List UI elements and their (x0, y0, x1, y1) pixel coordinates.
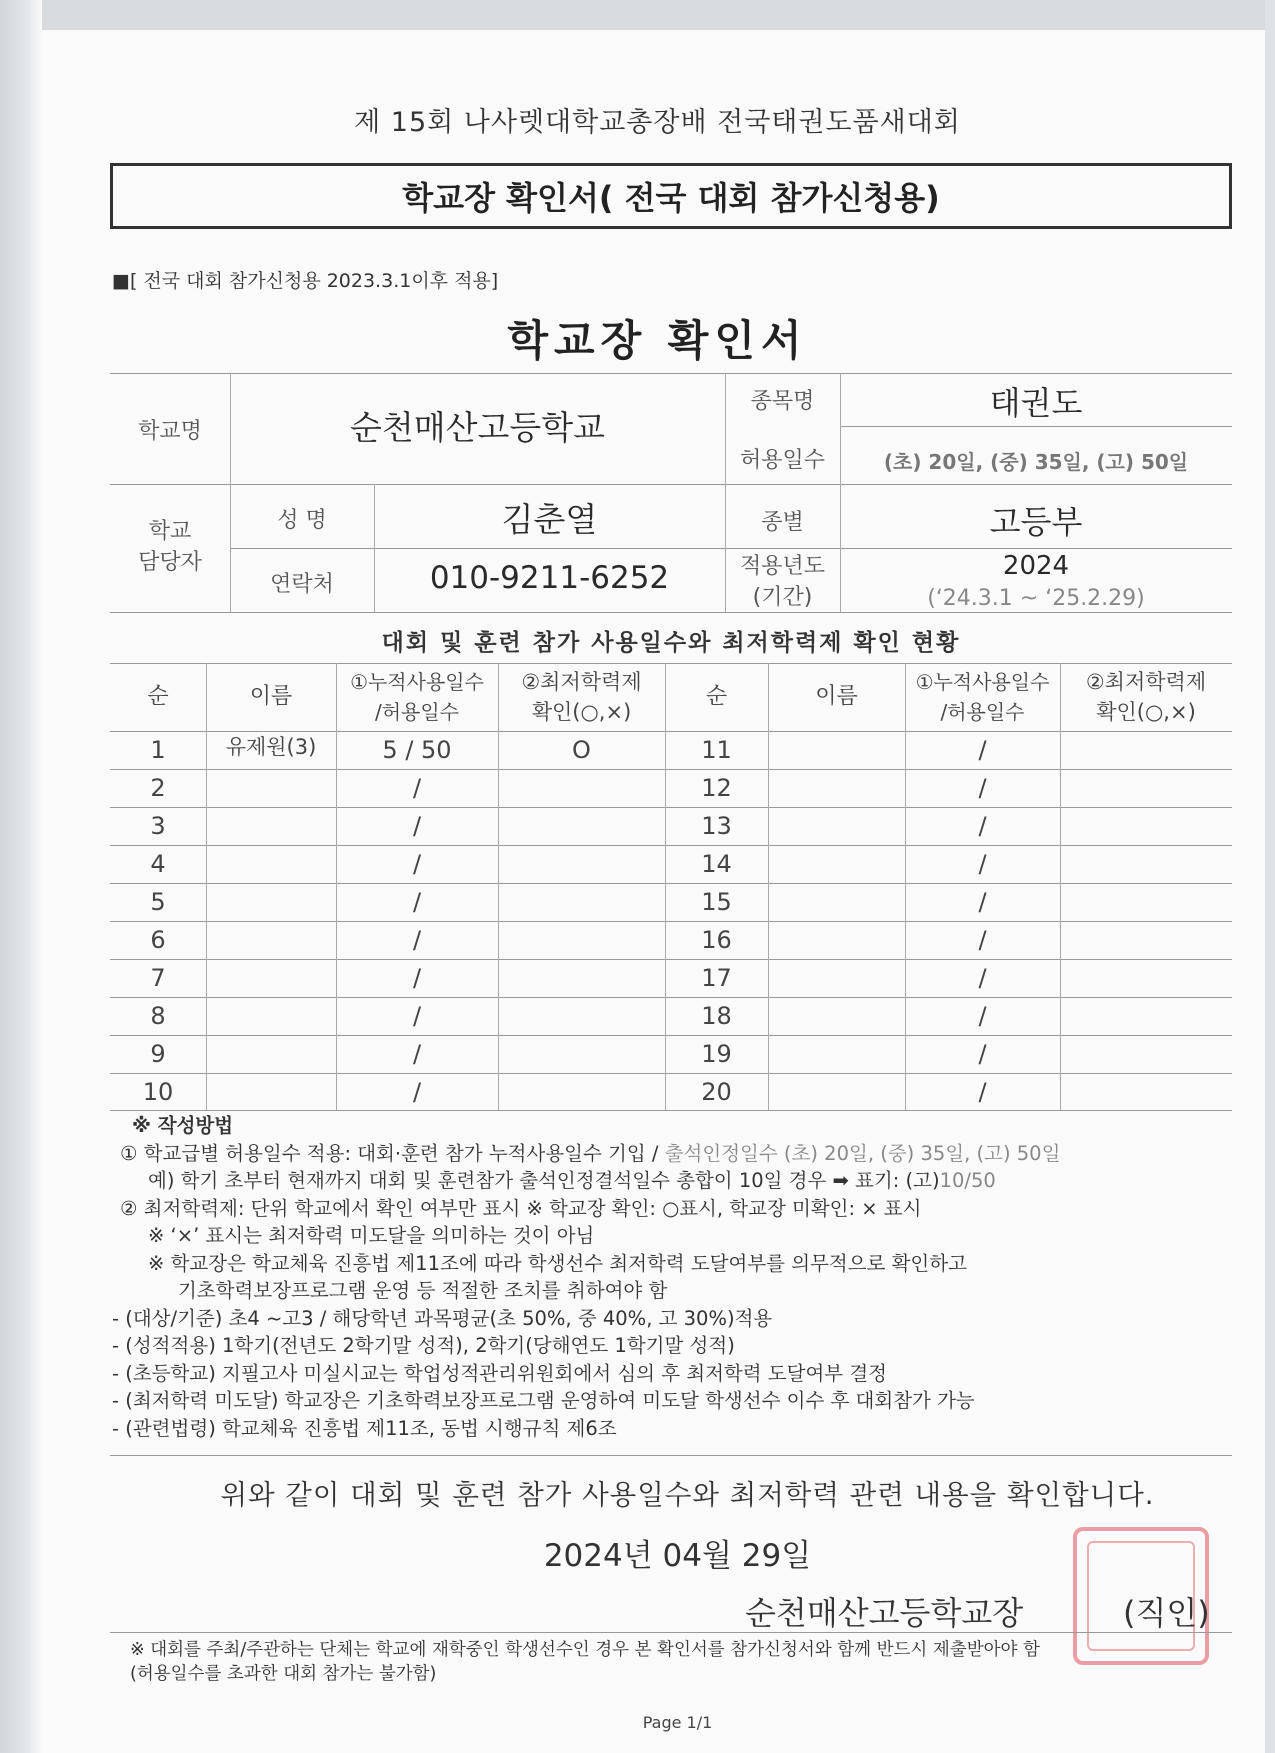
document-box-title (110, 163, 1232, 229)
row-name (206, 807, 336, 845)
row-name (768, 1035, 905, 1073)
row-name (206, 997, 336, 1035)
row-check (1060, 1073, 1232, 1111)
row-days: / (978, 736, 987, 764)
row-check (1060, 845, 1232, 883)
row-check (1060, 959, 1232, 997)
row-check (498, 769, 665, 807)
row-name (768, 807, 905, 845)
row-days: / (412, 926, 422, 954)
row-name (206, 1035, 336, 1073)
event-label: 종목명 (750, 389, 815, 414)
row-days: / (978, 850, 987, 878)
row-name (206, 883, 336, 921)
year-label: 적용년도 (기간) (739, 554, 825, 610)
row-days: / (412, 888, 422, 916)
row-days: / (978, 774, 987, 802)
row-days: / (412, 1078, 422, 1106)
row-num: 20 (701, 1078, 732, 1106)
header-days: ①누적사용일수 /허용일수 (915, 670, 1050, 724)
allowed-days-value: (초) 20일, (중) 35일, (고) 50일 (883, 450, 1189, 474)
row-check (498, 883, 665, 921)
footer-note: ※ 대회를 주최/주관하는 단체는 학교에 재학중인 학생선수인 경우 본 확인서를 참가신청서와 함께 반드시 제출받아야 함 (허용일수를 초과한 대회 참가는 불가함) (130, 1640, 1040, 1684)
row-name (206, 1073, 336, 1111)
example-text: 예) 학기 초부터 현재까지 대회 및 훈련참가 출석인정결석일수 총합이 10일 경우 ➡ 표기: (고) (148, 1169, 940, 1192)
detail-3: - (초등학교) 지필고사 미실시교는 학업성적관리위원회에서 심의 후 최저학력 도달여부 결정 (112, 1361, 888, 1385)
detail-1: - (대상/기준) 초4 ~고3 / 해당학년 과목평균(초 50%, 중 40%, 고 30%)적용 (112, 1306, 773, 1330)
row-check (1060, 997, 1232, 1035)
row-days: / (412, 812, 422, 840)
row-check (1060, 883, 1232, 921)
header-check: ②최저학력제 확인(○,×) (521, 670, 642, 724)
row-check (1060, 1035, 1232, 1073)
row-days: / (978, 812, 987, 840)
row-name (206, 769, 336, 807)
divider (230, 548, 1232, 549)
row-name (768, 769, 905, 807)
name-label: 성 명 (277, 508, 327, 533)
instruction-1 (120, 1140, 1230, 1168)
row-days: / (978, 964, 987, 992)
divider (110, 663, 1232, 664)
row-name (768, 1073, 905, 1111)
page-number: Page 1/1 (642, 1713, 713, 1732)
row-name (768, 921, 905, 959)
phone-label: 연락처 (270, 572, 334, 597)
scan-border-left (0, 0, 42, 1753)
division-label: 종별 (761, 510, 804, 535)
instruction-4-cont: 기초학력보장프로그램 운영 등 적절한 조치를 취하여야 함 (178, 1279, 668, 1302)
row-num: 12 (701, 774, 732, 802)
instruction-2: ② 최저학력제: 단위 학교에서 확인 여부만 표시 ※ 학교장 확인: ○표시, 학교장 미확인: × 표시 (120, 1196, 922, 1220)
row-check (498, 997, 665, 1035)
table-title: 대회 및 훈련 참가 사용일수와 최저학력제 확인 현황 (381, 630, 961, 656)
divider (110, 484, 1232, 485)
header-check: ②최저학력제 확인(○,×) (1085, 670, 1207, 724)
row-check (498, 959, 665, 997)
row-name (768, 731, 905, 769)
row-num: 11 (701, 736, 732, 764)
instruction-3: ※ ‘×’ 표시는 최저학력 미도달을 의미하는 것이 아님 (148, 1224, 595, 1247)
phone-value: 010-9211-6252 (429, 560, 670, 596)
row-check (498, 1035, 665, 1073)
row-name (206, 959, 336, 997)
application-note: ■[ 전국 대회 참가신청용 2023.3.1이후 적용] (112, 270, 499, 292)
instruction-4: ※ 학교장은 학교체육 진흥법 제11조에 따라 학생선수 최저학력 도달여부를 의무적으로 확인하고 (148, 1251, 967, 1275)
detail-4: - (최저학력 미도달) 학교장은 기초학력보장프로그램 운영하여 미도달 학생선수 이수 후 대회참가 가능 (112, 1389, 975, 1412)
row-num: 18 (701, 1002, 732, 1030)
header-days: ①누적사용일수 /허용일수 (350, 670, 484, 724)
signature-date: 2024년 04월 29일 (543, 1538, 812, 1574)
row-days: / (978, 1078, 987, 1106)
row-num: 15 (701, 888, 732, 916)
row-num: 13 (701, 812, 732, 840)
row-num: 9 (150, 1040, 166, 1068)
row-check (498, 1073, 665, 1111)
row-days: / (412, 964, 422, 992)
row-check (1060, 921, 1232, 959)
row-num: 5 (150, 888, 166, 916)
instruction-1-text: ① 학교급별 허용일수 적용: 대회·훈련 참가 누적사용일수 기입 / (120, 1141, 665, 1165)
name-value: 김춘열 (501, 500, 598, 539)
row-num: 1 (150, 736, 166, 764)
divider (110, 373, 1232, 374)
header-num: 순 (705, 684, 728, 709)
row-days: / (978, 1002, 987, 1030)
row-days: / (412, 1002, 422, 1030)
row-name (768, 883, 905, 921)
row-days: / (978, 1040, 987, 1068)
row-check (498, 921, 665, 959)
row-days: / (978, 888, 987, 916)
row-check (1060, 731, 1232, 769)
year-value: 2024 (1002, 551, 1070, 581)
row-num: 2 (150, 774, 166, 802)
confirmation-statement: 위와 같이 대회 및 훈련 참가 사용일수와 최저학력 관련 내용을 확인합니다. (220, 1479, 1155, 1511)
seal-label: (직인) (1123, 1594, 1210, 1632)
row-days: / (412, 774, 422, 802)
divider (110, 1455, 1232, 1456)
row-name (768, 959, 905, 997)
divider (110, 1632, 1232, 1633)
divider (840, 426, 1232, 427)
box-title-text: 학교장 확인서( 전국 대회 참가신청용) (402, 179, 940, 217)
form-title: 학교장 확인서 (507, 316, 808, 365)
header-name: 이름 (815, 684, 858, 709)
row-name (768, 845, 905, 883)
row-num: 14 (701, 850, 732, 878)
detail-5: - (관련법령) 학교체육 진흥법 제11조, 동법 시행규칙 제6조 (112, 1416, 617, 1440)
row-name (206, 921, 336, 959)
contact-person-label: 학교 담당자 (138, 519, 202, 575)
divider (110, 612, 1232, 613)
row-name: 유제원(3) (225, 735, 317, 759)
row-check (1060, 807, 1232, 845)
row-num: 4 (150, 850, 166, 878)
school-name-value: 순천매산고등학교 (349, 408, 606, 447)
example-value: 10/50 (939, 1169, 996, 1192)
row-num: 3 (150, 812, 166, 840)
competition-title: 제 15회 나사렛대학교총장배 전국태권도품새대회 (354, 107, 961, 138)
row-num: 10 (142, 1078, 174, 1106)
row-num: 7 (150, 964, 166, 992)
instruction-1-example (120, 1167, 1230, 1195)
detail-2: - (성적적용) 1학기(전년도 2학기말 성적), 2학기(당해연도 1학기말 성적) (112, 1334, 735, 1357)
instructions (112, 1112, 1230, 1442)
row-days: 5 / 50 (382, 736, 452, 764)
principal-title: 순천매산고등학교장 (745, 1594, 1024, 1632)
row-days: / (978, 926, 987, 954)
row-days: / (412, 850, 422, 878)
row-num: 19 (701, 1040, 732, 1068)
division-value: 고등부 (989, 503, 1083, 541)
row-name (206, 845, 336, 883)
row-check (1060, 769, 1232, 807)
row-check (498, 845, 665, 883)
row-check (498, 807, 665, 845)
instruction-1-gray: 출석인정일수 (초) 20일, (중) 35일, (고) 50일 (664, 1141, 1061, 1165)
row-num: 6 (150, 926, 166, 954)
row-name (768, 997, 905, 1035)
row-check: O (572, 736, 591, 764)
row-days: / (412, 1040, 422, 1068)
row-num: 8 (150, 1002, 166, 1030)
event-value: 태권도 (989, 384, 1083, 422)
scan-border-top (0, 0, 1275, 30)
header-num: 순 (147, 684, 169, 709)
row-num: 16 (701, 926, 732, 954)
period-value: (‘24.3.1 ~ ‘25.2.29) (927, 586, 1145, 611)
header-name: 이름 (249, 684, 293, 709)
school-name-label: 학교명 (138, 419, 202, 444)
allowed-days-label: 허용일수 (739, 448, 825, 473)
row-num: 17 (701, 964, 732, 992)
instructions-heading: ※ 작성방법 (132, 1114, 234, 1137)
